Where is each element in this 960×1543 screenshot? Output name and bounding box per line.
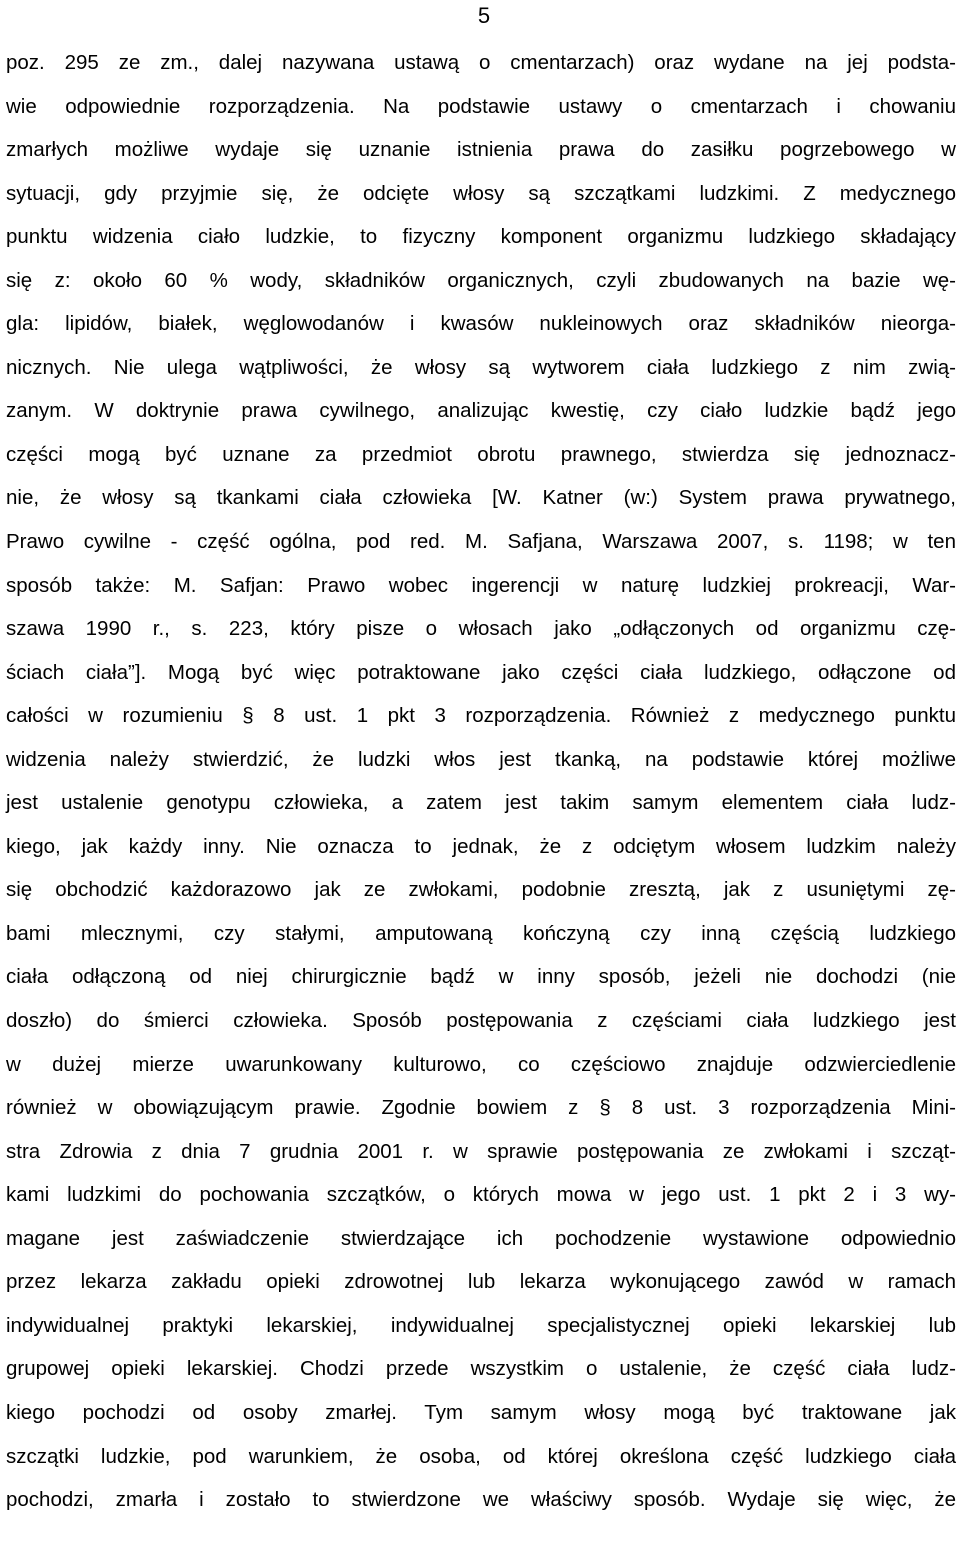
text-line: całości w rozumieniu § 8 ust. 1 pkt 3 rozporządzenia. Również z medycznego punktu	[6, 704, 956, 728]
text-line: kiego, jak każdy inny. Nie oznacza to jednak, że z odciętym włosem ludzkim należy	[6, 834, 956, 858]
text-line: sposób także: M. Safjan: Prawo wobec ingerencji w naturę ludzkiej prokreacji, War-	[6, 573, 956, 597]
text-line: grupowej opieki lekarskiej. Chodzi przede wszystkim o ustalenie, że część ciała ludz-	[6, 1357, 956, 1381]
text-line: magane jest zaświadczenie stwierdzające ich pochodzenie wystawione odpowiednio	[6, 1226, 956, 1250]
text-line: się obchodzić każdorazowo jak ze zwłokami, podobnie zresztą, jak z usuniętymi zę-	[6, 878, 956, 902]
text-line: pochodzi, zmarła i zostało to stwierdzone we właściwy sposób. Wydaje się więc, że	[6, 1488, 956, 1512]
text-line: kiego pochodzi od osoby zmarłej. Tym samym włosy mogą być traktowane jak	[6, 1400, 956, 1424]
text-line: bami mlecznymi, czy stałymi, amputowaną kończyną czy inną częścią ludzkiego	[6, 921, 956, 945]
text-line: nicznych. Nie ulega wątpliwości, że włosy są wytworem ciała ludzkiego z nim zwią-	[6, 355, 956, 379]
text-line: doszło) do śmierci człowieka. Sposób postępowania z częściami ciała ludzkiego jest	[6, 1009, 956, 1033]
text-line: zanym. W doktrynie prawa cywilnego, analizując kwestię, czy ciało ludzkie bądź jego	[6, 399, 956, 423]
page-number: 5	[477, 3, 491, 28]
text-line: jest ustalenie genotypu człowieka, a zatem jest takim samym elementem ciała ludz-	[6, 791, 956, 815]
text-line: indywidualnej praktyki lekarskiej, indywidualnej specjalistycznej opieki lekarskiej lub	[6, 1313, 956, 1337]
text-line: gla: lipidów, białek, węglowodanów i kwasów nukleinowych oraz składników nieorga-	[6, 312, 956, 336]
text-line: Prawo cywilne - część ogólna, pod red. M. Safjana, Warszawa 2007, s. 1198; w ten	[6, 530, 956, 554]
text-line: punktu widzenia ciało ludzkie, to fizyczny komponent organizmu ludzkiego składający	[6, 225, 956, 249]
text-line: poz. 295 ze zm., dalej nazywana ustawą o cmentarzach) oraz wydane na jej podsta-	[6, 51, 956, 74]
text-line: przez lekarza zakładu opieki zdrowotnej lub lekarza wykonującego zawód w ramach	[6, 1270, 956, 1294]
text-line: wie odpowiednie rozporządzenia. Na podstawie ustawy o cmentarzach i chowaniu	[6, 94, 956, 118]
text-line: się z: około 60 % wody, składników organicznych, czyli zbudowanych na bazie wę-	[6, 268, 956, 292]
body-text	[6, 41, 956, 1522]
text-line: ściach ciała”]. Mogą być więc potraktowane jako części ciała ludzkiego, odłączone od	[6, 660, 956, 684]
text-line: widzenia należy stwierdzić, że ludzki włos jest tkanką, na podstawie której możliwe	[6, 747, 956, 771]
text-line: szczątki ludzkie, pod warunkiem, że osoba, od której określona część ludzkiego ciała	[6, 1444, 956, 1468]
text-line: kami ludzkimi do pochowania szczątków, o których mowa w jego ust. 1 pkt 2 i 3 wy-	[6, 1183, 956, 1207]
text-line: stra Zdrowia z dnia 7 grudnia 2001 r. w sprawie postępowania ze zwłokami i szcząt-	[6, 1139, 956, 1163]
text-line: sytuacji, gdy przyjmie się, że odcięte włosy są szczątkami ludzkimi. Z medycznego	[6, 181, 956, 205]
text-line: zmarłych możliwe wydaje się uznanie istnienia prawa do zasiłku pogrzebowego w	[6, 138, 956, 162]
text-line: nie, że włosy są tkankami ciała człowieka [W. Katner (w:) System prawa prywatnego,	[6, 486, 956, 510]
text-line: w dużej mierze uwarunkowany kulturowo, co częściowo znajduje odzwierciedlenie	[6, 1052, 956, 1076]
text-line: również w obowiązującym prawie. Zgodnie bowiem z § 8 ust. 3 rozporządzenia Mini-	[6, 1096, 956, 1120]
text-line: szawa 1990 r., s. 223, który pisze o włosach jako „odłączonych od organizmu czę-	[6, 617, 956, 641]
text-line: części mogą być uznane za przedmiot obrotu prawnego, stwierdza się jednoznacz-	[6, 442, 956, 466]
text-line: ciała odłączoną od niej chirurgicznie bądź w inny sposób, jeżeli nie dochodzi (nie	[6, 965, 956, 989]
